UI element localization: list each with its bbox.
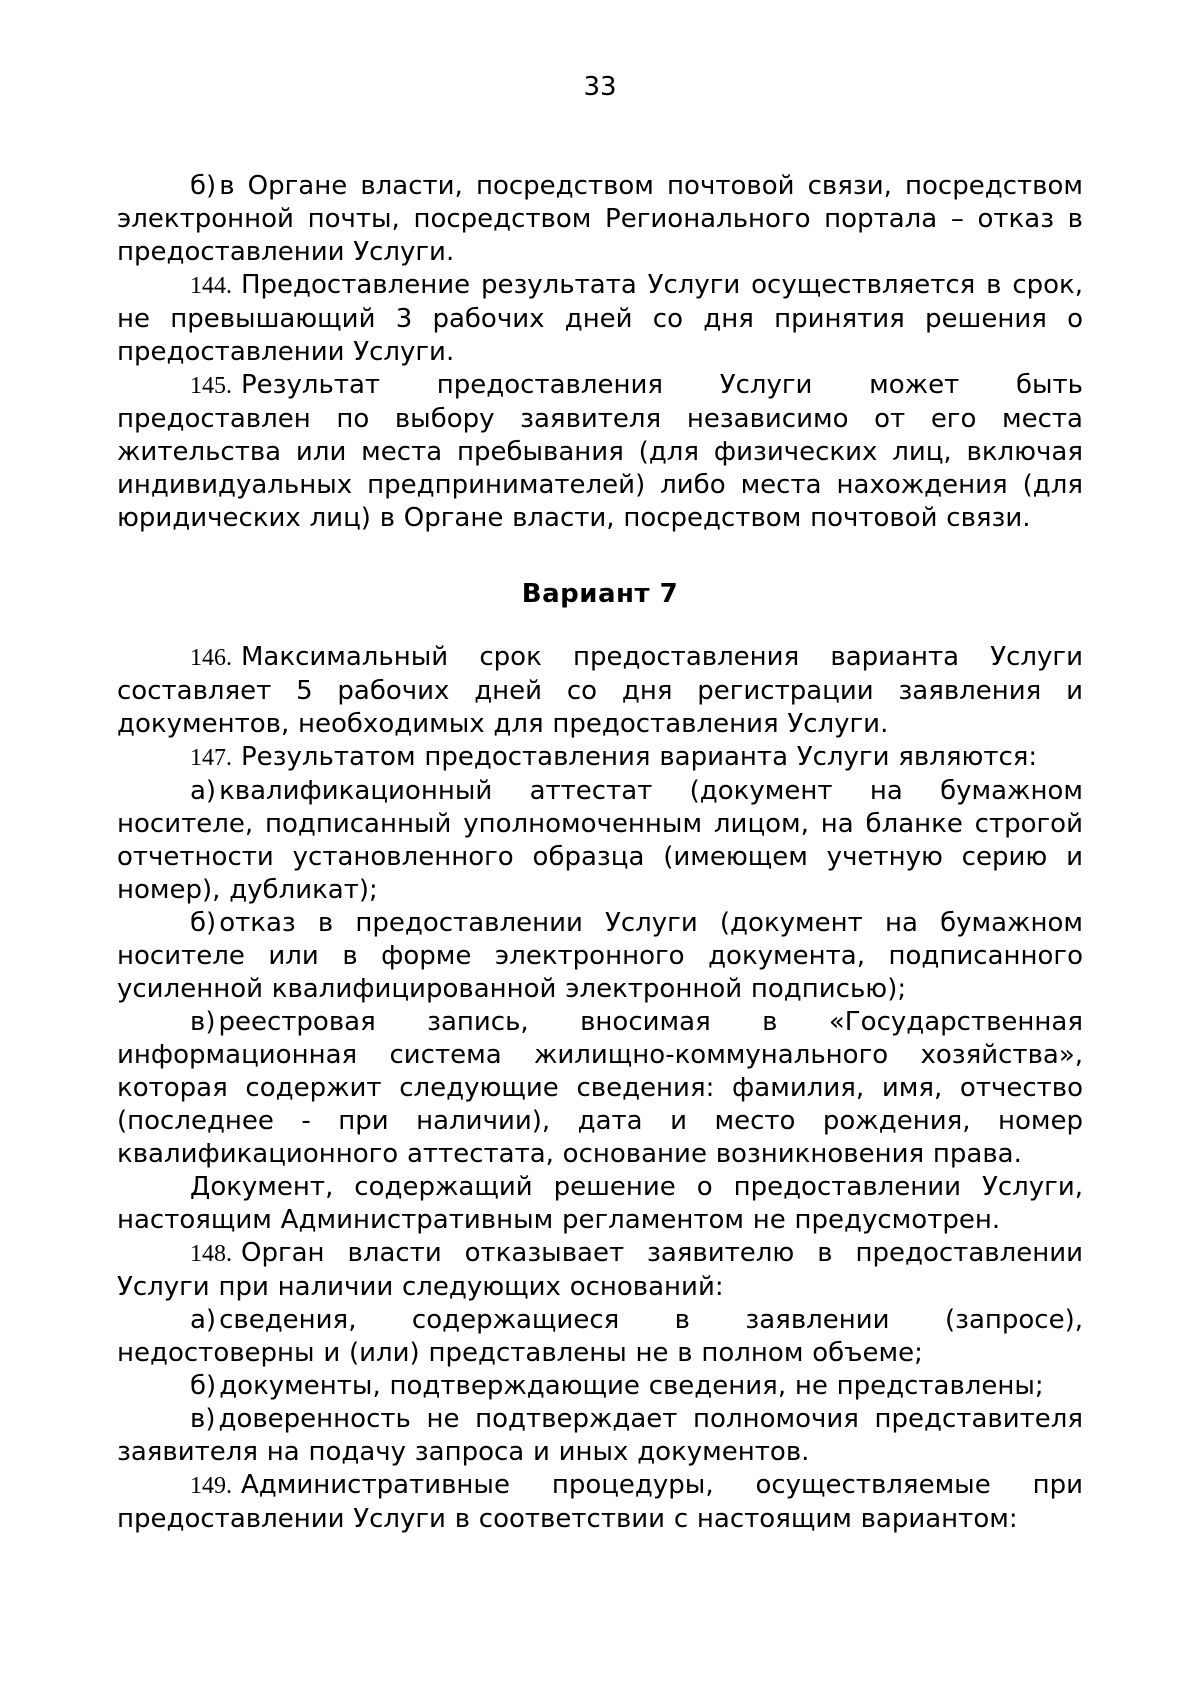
clause-number: 148.	[190, 1241, 232, 1267]
section-heading: Вариант 7	[521, 579, 679, 609]
list-marker: а)	[190, 1305, 217, 1335]
list-marker: б)	[190, 171, 217, 201]
document-body	[117, 170, 1083, 1536]
clause-145	[117, 369, 1083, 535]
clause-148-a	[117, 1304, 1083, 1370]
clause-number: 144.	[190, 273, 232, 299]
clause-148	[117, 1237, 1083, 1304]
paragraph-text: Документ, содержащий решение о предоставлении Услуги, настоящим Административным регламентом не предусмотрен.	[117, 1172, 1083, 1235]
paragraph-text: реестровая запись, вносимая в «Государственная информационная система жилищно-коммунального хозяйства», которая содержит следующие сведения: фамилия, имя, отчество (последнее - при наличии), дата и место рождения, номер квалификационного аттестата, основание возникновения права.	[117, 1007, 1083, 1169]
clause-number: 145.	[190, 373, 232, 399]
paragraph-text: Административные процедуры, осуществляемые при предоставлении Услуги в соответствии с настоящим вариантом:	[117, 1470, 1083, 1534]
list-marker: в)	[190, 1404, 216, 1434]
paragraph-text: в Органе власти, посредством почтовой связи, посредством электронной почты, посредством Регионального портала – отказ в предоставлении Услуги.	[117, 171, 1083, 267]
list-marker: а)	[190, 776, 217, 806]
paragraph-text: Орган власти отказывает заявителю в предоставлении Услуги при наличии следующих оснований:	[117, 1238, 1083, 1302]
paragraph-text: доверенность не подтверждает полномочия представителя заявителя на подачу запроса и иных документов.	[117, 1404, 1083, 1467]
paragraph-text: Предоставление результата Услуги осуществляется в срок, не превышающий 3 рабочих дней со дня принятия решения о предоставлении Услуги.	[117, 270, 1083, 367]
clause-number: 147.	[190, 745, 232, 771]
page-number: 33	[583, 72, 617, 102]
clause-148-b	[117, 1370, 1083, 1403]
paragraph-text: квалификационный аттестат (документ на бумажном носителе, подписанный уполномоченным лицом, на бланке строгой отчетности установленного образца (имеющем учетную серию и номер), дубликат);	[117, 776, 1083, 905]
clause-147-c	[117, 1006, 1083, 1171]
clause-144	[117, 269, 1083, 369]
clause-147-note	[117, 1171, 1083, 1237]
paragraph-text: сведения, содержащиеся в заявлении (запросе), недостоверны и (или) представлены не в полном объеме;	[117, 1305, 1083, 1368]
clause-number: 146.	[190, 645, 232, 671]
list-marker: в)	[190, 1007, 216, 1037]
clause-147-b	[117, 907, 1083, 1006]
paragraph-text: Результат предоставления Услуги может быть предоставлен по выбору заявителя независимо от его места жительства или места пребывания (для физических лиц, включая индивидуальных предпринимателей) либо места нахождения (для юридических лиц) в Органе власти, посредством почтовой связи.	[117, 370, 1083, 533]
list-marker: б)	[190, 1371, 217, 1401]
paragraph-text: отказ в предоставлении Услуги (документ на бумажном носителе или в форме электронного документа, подписанного усиленной квалифицированной электронной подписью);	[117, 908, 1083, 1004]
paragraph-text: документы, подтверждающие сведения, не представлены;	[219, 1371, 1044, 1401]
clause-149	[117, 1469, 1083, 1536]
list-marker: б)	[190, 908, 217, 938]
clause-number: 149.	[190, 1473, 232, 1499]
paragraph-text: Максимальный срок предоставления варианта Услуги составляет 5 рабочих дней со дня регистрации заявления и документов, необходимых для предоставления Услуги.	[117, 642, 1083, 739]
clause-146	[117, 641, 1083, 741]
subitem-b-result-delivery	[117, 170, 1083, 269]
paragraph-text: Результатом предоставления варианта Услуги являются:	[241, 742, 1038, 772]
clause-148-c	[117, 1403, 1083, 1469]
clause-147-a	[117, 775, 1083, 907]
clause-147	[117, 741, 1083, 775]
